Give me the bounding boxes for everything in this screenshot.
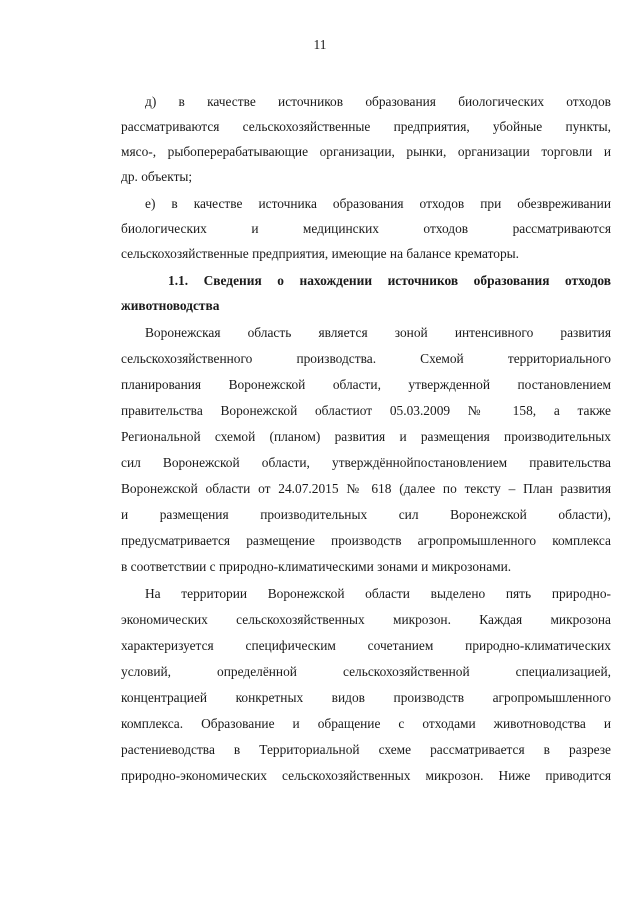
text-line: предусматривается размещение производств агропромышленного комплекса xyxy=(121,533,611,548)
text-line: и размещения производительных сил Воронежской области), xyxy=(121,507,611,522)
text-line: рассматриваются сельскохозяйственные предприятия, убойные пункты, xyxy=(121,119,611,134)
section-heading: 1.1. Сведения о нахождении источников образования отходов xyxy=(168,273,611,288)
text-line: природно-экономических сельскохозяйственных микрозон. Ниже приводится xyxy=(121,768,611,783)
text-line: экономических сельскохозяйственных микрозон. Каждая микрозона xyxy=(121,612,611,627)
text-line: биологических и медицинских отходов рассматриваются xyxy=(121,221,611,236)
text-line: мясо-, рыбоперерабатывающие организации, рынки, организации торговли и xyxy=(121,144,611,159)
text-line: комплекса. Образование и обращение с отходами животноводства и xyxy=(121,716,611,731)
page-number: 11 xyxy=(313,37,327,52)
text-line: концентрацией конкретных видов производств агропромышленного xyxy=(121,690,611,705)
text-line: сил Воронежской области, утверждённойпостановлением правительства xyxy=(121,455,611,470)
text-line: Воронежской области от 24.07.2015 № 618 (далее по тексту – План развития xyxy=(121,481,611,496)
section-heading-continuation: животноводства xyxy=(121,298,220,313)
text-line: др. объекты; xyxy=(121,169,193,184)
text-line: планирования Воронежской области, утвержденной постановлением xyxy=(121,377,611,392)
text-line: сельскохозяйственного производства. Схемой территориального xyxy=(121,351,611,366)
text-line: Региональной схемой (планом) развития и размещения производительных xyxy=(121,429,611,444)
text-line: На территории Воронежской области выделено пять природно- xyxy=(145,586,611,601)
text-line: растениеводства в Территориальной схеме рассматривается в разрезе xyxy=(121,742,611,757)
text-line: характеризуется специфическим сочетанием природно-климатических xyxy=(121,638,611,653)
text-line: д) в качестве источников образования биологических отходов xyxy=(145,94,611,109)
text-line: Воронежская область является зоной интенсивного развития xyxy=(145,325,611,340)
text-line: сельскохозяйственные предприятия, имеющие на балансе крематоры. xyxy=(121,246,519,261)
text-line: условий, определённой сельскохозяйственной специализацией, xyxy=(121,664,611,679)
text-line: правительства Воронежской областиот 05.03.2009 № 158, а также xyxy=(121,403,611,418)
text-line: в соответствии с природно-климатическими зонами и микрозонами. xyxy=(121,559,512,574)
text-line: е) в качестве источника образования отходов при обезвреживании xyxy=(145,196,611,211)
